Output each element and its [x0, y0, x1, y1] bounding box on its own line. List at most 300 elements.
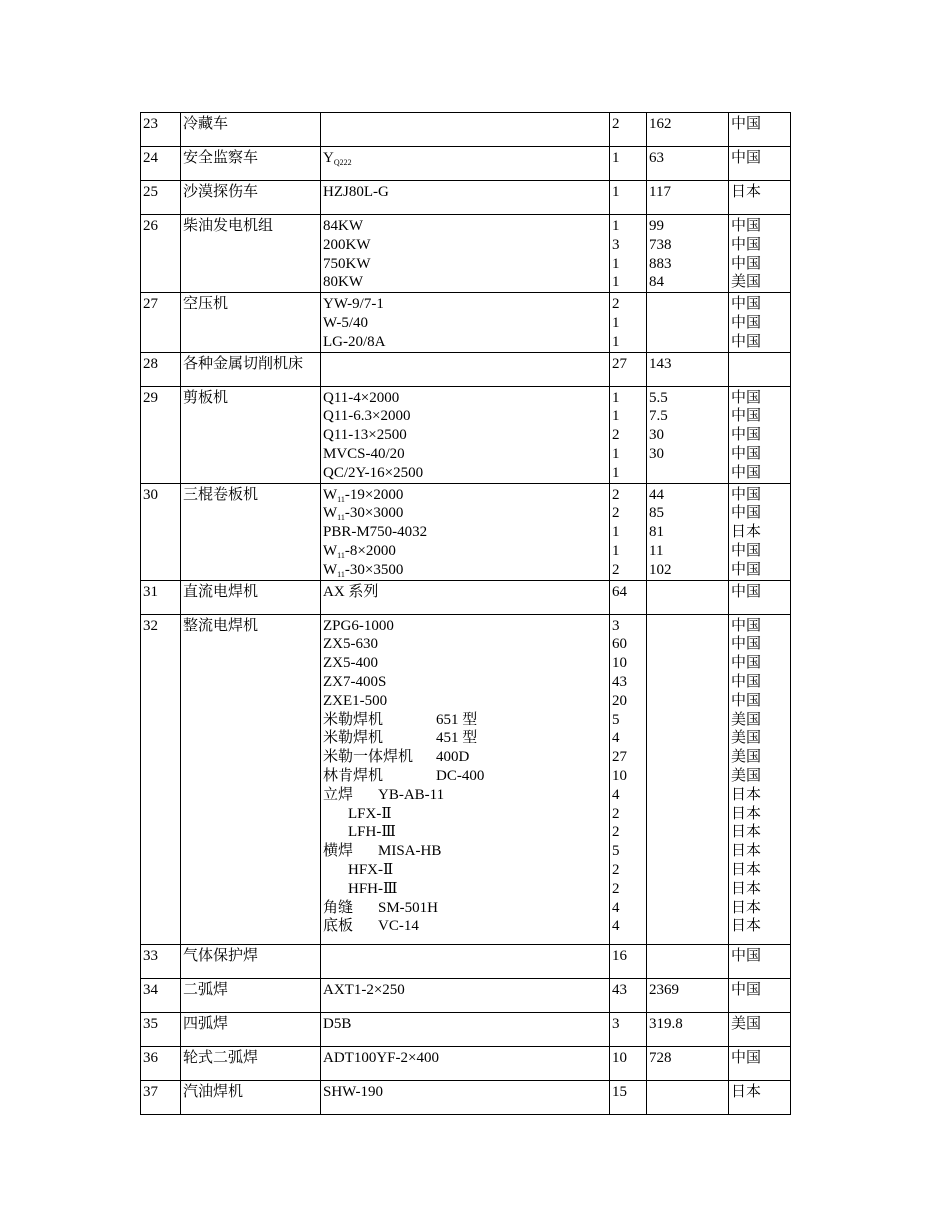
origin-country: 美国 [731, 767, 762, 784]
cell-power [647, 386, 729, 483]
spec-subscript: 11 [337, 494, 345, 504]
power-value: 162 [649, 116, 672, 132]
origin-country: 中国 [731, 464, 762, 481]
quantity: 1 [612, 389, 620, 406]
equipment-name: 柴油发电机组 [183, 218, 274, 234]
spec-subscript: Q222 [333, 158, 352, 167]
spec-line [323, 149, 608, 168]
cell-qty [610, 386, 647, 483]
equipment-table-body [141, 113, 791, 1115]
row-number: 27 [143, 296, 158, 313]
spec-main: PBR-M750-4032 [323, 524, 428, 541]
cell-origin [729, 181, 791, 215]
cell-power [647, 1046, 729, 1080]
spec-model: 451 型 [436, 730, 478, 747]
power-value: 2369 [649, 981, 679, 998]
row-number: 32 [143, 617, 158, 634]
origin-country: 中国 [731, 408, 762, 425]
cell-power [647, 580, 729, 614]
cell-spec [321, 215, 610, 293]
origin-country: 中国 [731, 255, 762, 272]
cell-no [141, 181, 181, 215]
cell-name [181, 181, 321, 215]
spec-main: Y [323, 150, 334, 166]
spec-line [323, 767, 608, 786]
quantity: 2 [612, 805, 620, 822]
cell-name [181, 483, 321, 580]
equipment-name: 冷藏车 [183, 116, 229, 132]
quantity: 10 [612, 655, 627, 672]
spec-subscript: 11 [337, 569, 345, 579]
spec-line [323, 786, 608, 805]
spec-subscript: 11 [337, 513, 345, 523]
origin-country: 中国 [731, 583, 762, 600]
equipment-name: 四弧焊 [183, 1015, 229, 1032]
row-number: 25 [143, 184, 158, 200]
quantity: 1 [612, 464, 620, 481]
equipment-name: 沙漠探伤车 [183, 184, 259, 200]
spec-model: 651 型 [436, 711, 478, 728]
spec-line: 750KW [323, 255, 371, 272]
power-value: 99 [649, 218, 664, 234]
table-row [141, 147, 791, 181]
row-number: 33 [143, 947, 158, 964]
row-number: 29 [143, 389, 158, 406]
cell-name [181, 386, 321, 483]
power-value: 84 [649, 274, 664, 291]
cell-power [647, 113, 729, 147]
row-number: 26 [143, 218, 158, 234]
quantity: 4 [612, 786, 620, 803]
spec-line: 80KW [323, 274, 363, 291]
power-value: 85 [649, 505, 664, 522]
spec-line [323, 917, 608, 936]
quantity: 2 [612, 116, 620, 132]
origin-country: 日本 [731, 843, 762, 860]
spec-model: YB-AB-11 [378, 786, 445, 803]
equipment-name: 安全监察车 [183, 150, 259, 166]
spec-model: 400D [436, 749, 470, 766]
quantity: 16 [612, 947, 627, 964]
table-row [141, 580, 791, 614]
cell-qty [610, 614, 647, 944]
spec-model: MISA-HB [378, 843, 442, 860]
cell-spec [321, 978, 610, 1012]
spec-model: ZX5-400 [323, 655, 378, 672]
cell-spec [321, 181, 610, 215]
cell-power [647, 944, 729, 978]
cell-origin [729, 580, 791, 614]
power-value: 81 [649, 524, 664, 541]
cell-qty [610, 113, 647, 147]
equipment-name: 二弧焊 [183, 981, 229, 998]
origin-country: 美国 [731, 730, 762, 747]
origin-country: 中国 [731, 116, 762, 132]
power-value: 5.5 [649, 389, 668, 406]
spec-line: MVCS-40/20 [323, 445, 405, 462]
row-number: 34 [143, 981, 158, 998]
origin-country: 日本 [731, 918, 762, 935]
quantity: 1 [612, 255, 620, 272]
cell-no [141, 293, 181, 352]
equipment-name: 直流电焊机 [183, 583, 259, 600]
origin-country: 中国 [731, 636, 762, 653]
cell-name [181, 614, 321, 944]
spec-model: ZX5-630 [323, 636, 378, 653]
table-row [141, 181, 791, 215]
power-value: 63 [649, 150, 664, 166]
quantity: 1 [612, 542, 620, 559]
spec-line [323, 823, 608, 842]
spec-line [323, 899, 608, 918]
table-row [141, 215, 791, 293]
power-value: 883 [649, 255, 672, 272]
table-row [141, 352, 791, 386]
cell-power [647, 181, 729, 215]
spec-line: Q11-6.3×2000 [323, 408, 411, 425]
spec-line: HZJ80L-G [323, 184, 389, 200]
spec-main: W [323, 505, 338, 522]
equipment-name: 剪板机 [183, 389, 229, 406]
spec-rest: -30×3500 [344, 561, 404, 578]
origin-country: 美国 [731, 749, 762, 766]
quantity: 2 [612, 880, 620, 897]
origin-country: 中国 [731, 947, 762, 964]
spec-model: LFH-Ⅲ [348, 824, 396, 841]
spec-main: W [323, 542, 338, 559]
cell-origin [729, 614, 791, 944]
quantity: 5 [612, 843, 620, 860]
cell-power [647, 978, 729, 1012]
spec-line [323, 486, 608, 505]
cell-spec [321, 386, 610, 483]
quantity: 1 [612, 408, 620, 425]
cell-power [647, 293, 729, 352]
origin-country: 日本 [731, 899, 762, 916]
spec-model: SM-501H [378, 899, 439, 916]
origin-country: 美国 [731, 1015, 762, 1032]
origin-country: 美国 [731, 274, 762, 291]
spec-rest: -30×3000 [344, 505, 404, 522]
table-row [141, 483, 791, 580]
row-number: 35 [143, 1015, 158, 1032]
quantity: 3 [612, 1015, 620, 1032]
cell-origin [729, 483, 791, 580]
cell-qty [610, 944, 647, 978]
spec-model: HFH-Ⅲ [348, 880, 398, 897]
cell-qty [610, 1012, 647, 1046]
spec-line: AX 系列 [323, 583, 379, 600]
spec-line: YW-9/7-1 [323, 296, 384, 313]
spec-type: 横焊 [323, 843, 354, 860]
quantity: 4 [612, 899, 620, 916]
row-number: 30 [143, 486, 158, 503]
cell-origin [729, 386, 791, 483]
quantity: 2 [612, 486, 620, 503]
cell-no [141, 1012, 181, 1046]
cell-no [141, 352, 181, 386]
quantity: 1 [612, 184, 620, 200]
equipment-name: 三棍卷板机 [183, 486, 259, 503]
power-value: 30 [649, 445, 664, 462]
origin-country: 中国 [731, 486, 762, 503]
cell-spec [321, 580, 610, 614]
cell-name [181, 580, 321, 614]
quantity: 10 [612, 767, 627, 784]
quantity: 20 [612, 692, 627, 709]
table-row [141, 113, 791, 147]
quantity: 2 [612, 861, 620, 878]
spec-main: W [323, 561, 338, 578]
quantity: 15 [612, 1083, 627, 1100]
row-number: 31 [143, 583, 158, 600]
spec-type: 立焊 [323, 786, 354, 803]
spec-line: SHW-190 [323, 1083, 383, 1100]
cell-no [141, 944, 181, 978]
spec-line [323, 617, 608, 636]
origin-country: 日本 [731, 184, 762, 200]
origin-country: 中国 [731, 692, 762, 709]
cell-power [647, 215, 729, 293]
quantity: 2 [612, 505, 620, 522]
spec-model: HFX-Ⅱ [348, 861, 394, 878]
spec-type: 角缝 [323, 899, 354, 916]
cell-spec [321, 483, 610, 580]
cell-spec [321, 1080, 610, 1114]
spec-line: ADT100YF-2×400 [323, 1049, 439, 1066]
power-value: 30 [649, 427, 664, 444]
cell-origin [729, 147, 791, 181]
cell-no [141, 614, 181, 944]
table-row [141, 386, 791, 483]
cell-no [141, 1080, 181, 1114]
origin-country: 中国 [731, 981, 762, 998]
spec-rest: -19×2000 [344, 486, 404, 503]
cell-power [647, 1080, 729, 1114]
quantity: 1 [612, 150, 620, 166]
cell-spec [321, 113, 610, 147]
quantity: 3 [612, 236, 620, 253]
spec-type: 米勒焊机 [323, 730, 384, 747]
cell-name [181, 352, 321, 386]
row-number: 23 [143, 116, 158, 132]
spec-type: 林肯焊机 [323, 767, 384, 784]
origin-country: 日本 [731, 805, 762, 822]
quantity: 5 [612, 711, 620, 728]
cell-origin [729, 113, 791, 147]
cell-origin [729, 1046, 791, 1080]
row-number: 24 [143, 150, 158, 166]
power-value: 319.8 [649, 1015, 683, 1032]
cell-qty [610, 181, 647, 215]
table-row [141, 944, 791, 978]
quantity: 60 [612, 636, 627, 653]
origin-country: 中国 [731, 150, 762, 166]
origin-country: 日本 [731, 1083, 762, 1100]
quantity: 27 [612, 355, 627, 372]
spec-rest: -8×2000 [344, 542, 396, 559]
cell-no [141, 978, 181, 1012]
cell-spec [321, 944, 610, 978]
table-row [141, 978, 791, 1012]
cell-power [647, 147, 729, 181]
equipment-name: 整流电焊机 [183, 617, 259, 634]
cell-qty [610, 483, 647, 580]
spec-line: 200KW [323, 236, 371, 253]
quantity: 1 [612, 218, 620, 234]
quantity: 1 [612, 314, 620, 331]
origin-country: 中国 [731, 314, 762, 331]
cell-no [141, 580, 181, 614]
quantity: 4 [612, 918, 620, 935]
spec-line: Q11-13×2500 [323, 427, 407, 444]
spec-model: DC-400 [436, 767, 485, 784]
origin-country: 中国 [731, 445, 762, 462]
cell-name [181, 944, 321, 978]
row-number: 37 [143, 1083, 158, 1100]
origin-country: 中国 [731, 673, 762, 690]
cell-spec [321, 614, 610, 944]
spec-line [323, 805, 608, 824]
cell-qty [610, 978, 647, 1012]
spec-model: ZXE1-500 [323, 692, 388, 709]
spec-model: LFX-Ⅱ [348, 805, 392, 822]
origin-country: 日本 [731, 861, 762, 878]
cell-origin [729, 978, 791, 1012]
cell-origin [729, 1012, 791, 1046]
cell-spec [321, 147, 610, 181]
cell-name [181, 1012, 321, 1046]
cell-spec [321, 352, 610, 386]
quantity: 64 [612, 583, 627, 600]
spec-line [323, 523, 608, 542]
cell-power [647, 614, 729, 944]
cell-origin [729, 352, 791, 386]
cell-power [647, 483, 729, 580]
spec-line: W-5/40 [323, 314, 368, 331]
cell-spec [321, 1046, 610, 1080]
quantity: 4 [612, 730, 620, 747]
spec-line [323, 561, 608, 580]
equipment-name: 轮式二弧焊 [183, 1049, 259, 1066]
cell-qty [610, 293, 647, 352]
spec-line [323, 748, 608, 767]
spec-line: AXT1-2×250 [323, 981, 405, 998]
cell-name [181, 978, 321, 1012]
spec-type: 米勒焊机 [323, 711, 384, 728]
spec-model: ZPG6-1000 [323, 617, 394, 634]
power-value: 738 [649, 236, 672, 253]
row-number: 28 [143, 355, 158, 372]
quantity: 1 [612, 524, 620, 541]
origin-country: 日本 [731, 786, 762, 803]
cell-origin [729, 944, 791, 978]
spec-line: Q11-4×2000 [323, 389, 400, 406]
spec-line [323, 635, 608, 654]
power-value: 102 [649, 561, 672, 578]
quantity: 43 [612, 673, 627, 690]
origin-country: 中国 [731, 218, 762, 234]
table-row [141, 614, 791, 944]
quantity: 1 [612, 274, 620, 291]
power-value: 11 [649, 542, 664, 559]
quantity: 1 [612, 333, 620, 350]
quantity: 1 [612, 445, 620, 462]
cell-qty [610, 580, 647, 614]
cell-qty [610, 1080, 647, 1114]
cell-origin [729, 1080, 791, 1114]
origin-country: 中国 [731, 1049, 762, 1066]
quantity: 43 [612, 981, 627, 998]
origin-country: 中国 [731, 333, 762, 350]
power-value: 728 [649, 1049, 672, 1066]
cell-name [181, 113, 321, 147]
power-value: 44 [649, 486, 664, 503]
table-row [141, 293, 791, 352]
quantity: 2 [612, 427, 620, 444]
cell-qty [610, 147, 647, 181]
cell-origin [729, 293, 791, 352]
cell-power [647, 352, 729, 386]
table-row [141, 1046, 791, 1080]
table-row [141, 1012, 791, 1046]
origin-country: 日本 [731, 824, 762, 841]
spec-line [323, 729, 608, 748]
cell-no [141, 113, 181, 147]
cell-name [181, 293, 321, 352]
spec-line [323, 692, 608, 711]
origin-country: 中国 [731, 236, 762, 253]
spec-line [323, 542, 608, 561]
cell-no [141, 386, 181, 483]
cell-no [141, 483, 181, 580]
spec-type: 米勒一体焊机 [323, 749, 414, 766]
spec-line: LG-20/8A [323, 333, 386, 350]
equipment-name: 各种金属切削机床 [183, 355, 304, 372]
origin-country: 美国 [731, 711, 762, 728]
quantity: 2 [612, 824, 620, 841]
quantity: 10 [612, 1049, 627, 1066]
row-number: 36 [143, 1049, 158, 1066]
quantity: 2 [612, 296, 620, 313]
cell-power [647, 1012, 729, 1046]
quantity: 27 [612, 749, 627, 766]
spec-line [323, 673, 608, 692]
origin-country: 日本 [731, 880, 762, 897]
table-row [141, 1080, 791, 1114]
spec-type: 底板 [323, 918, 354, 935]
power-value: 117 [649, 184, 671, 200]
spec-line: QC/2Y-16×2500 [323, 464, 424, 481]
spec-main: W [323, 486, 338, 503]
power-value: 143 [649, 355, 672, 372]
equipment-name: 汽油焊机 [183, 1083, 244, 1100]
spec-model: VC-14 [378, 918, 419, 935]
spec-model: ZX7-400S [323, 673, 387, 690]
quantity: 2 [612, 561, 620, 578]
cell-name [181, 147, 321, 181]
power-value: 7.5 [649, 408, 668, 425]
cell-name [181, 1046, 321, 1080]
equipment-table [140, 112, 791, 1115]
spec-line [323, 654, 608, 673]
spec-line [323, 842, 608, 861]
origin-country: 中国 [731, 389, 762, 406]
cell-name [181, 1080, 321, 1114]
cell-origin [729, 215, 791, 293]
quantity: 3 [612, 617, 620, 634]
spec-line: D5B [323, 1015, 352, 1032]
